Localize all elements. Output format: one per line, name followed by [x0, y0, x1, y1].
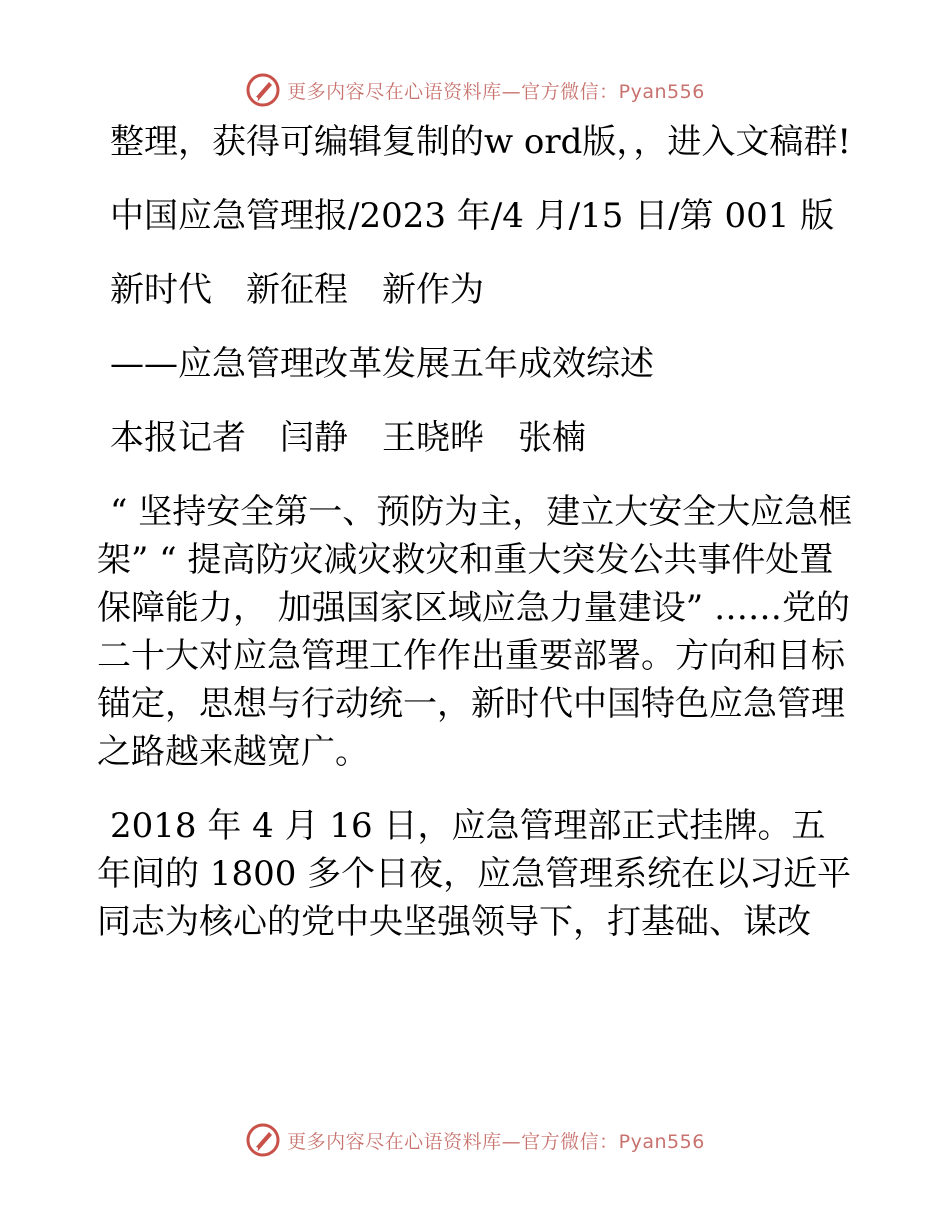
pen-logo-icon	[245, 1122, 281, 1158]
paragraph-source: 中国应急管理报/2023 年/4 月/15 日/第 001 版	[110, 196, 835, 236]
watermark-text: 更多内容尽在心语资料库—官方微信：Pyan556	[287, 80, 705, 103]
pen-logo-icon	[245, 72, 281, 108]
paragraph-body: 2018 年 4 月 16 日，应急管理部正式挂牌。五年间的 1800 多个日夜，应急管理系统在以习近平同志为核心的党中央坚强领导下，打基础、谋改	[97, 806, 852, 942]
article-title: 新时代 新征程 新作为	[110, 270, 484, 310]
document-body	[97, 118, 857, 972]
paragraph-intro: “ 坚持安全第一、预防为主，建立大安全大应急框架” “ 提高防灾减灾救灾和重大突发公共事件处置保障能力， 加强国家区域应急力量建设” ……党的二十大对应急管理工作作出重要部署。方向和目标锚定，思想与行动统一，新时代中国特色应急管理之路越来越宽广。	[97, 492, 853, 772]
watermark-footer	[0, 1120, 950, 1160]
article-subtitle: ——应急管理改革发展五年成效综述	[110, 344, 654, 384]
paragraph-notice: 整理，获得可编辑复制的w ord版，，进入文稿群!	[110, 122, 852, 162]
watermark-header	[0, 70, 950, 110]
watermark-text: 更多内容尽在心语资料库—官方微信：Pyan556	[287, 1130, 705, 1153]
article-byline: 本报记者 闫静 王晓晔 张楠	[110, 418, 586, 458]
